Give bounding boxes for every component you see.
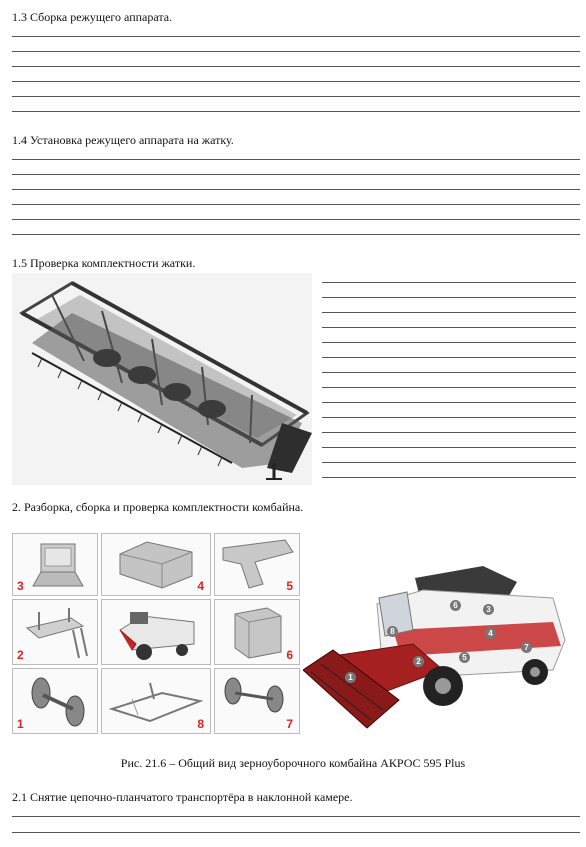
- part-panel-rear-axle: [214, 668, 300, 734]
- header-image: [12, 273, 312, 485]
- hopper-illustration: [102, 534, 210, 595]
- panel-number: 6: [286, 648, 293, 662]
- panel-number: 5: [286, 579, 293, 593]
- section-heading-2: 2. Разборка, сборка и проверка комплектности комбайна.: [12, 500, 304, 514]
- part-panel-platform: [12, 599, 98, 665]
- part-panel-frame: [214, 533, 300, 596]
- answer-line: [322, 357, 576, 358]
- combine-callout: 3: [483, 604, 494, 615]
- answer-line: [12, 189, 580, 190]
- combine-callout: 2: [413, 656, 424, 667]
- combine-callout: 6: [450, 600, 461, 611]
- answer-line: [322, 402, 576, 403]
- combine-callout: 1: [345, 672, 356, 683]
- panel-number: 3: [17, 579, 24, 593]
- answer-line: [12, 219, 580, 220]
- answer-line: [12, 234, 580, 235]
- part-panel-chassis: [101, 668, 211, 734]
- answer-line: [322, 342, 576, 343]
- small-combine-illustration: [102, 600, 210, 664]
- panel-number: 2: [17, 648, 24, 662]
- panel-number: 8: [197, 717, 204, 731]
- answer-line: [322, 372, 576, 373]
- panel-number: 4: [197, 579, 204, 593]
- combine-illustration: [303, 560, 581, 740]
- answer-line: [322, 312, 576, 313]
- combine-callout: 7: [521, 642, 532, 653]
- panel-number: 7: [286, 717, 293, 731]
- section-heading-1-3: 1.3 Сборка режущего аппарата.: [12, 10, 173, 24]
- part-panel-cab: [12, 533, 98, 596]
- section-heading-1-5: 1.5 Проверка комплектности жатки.: [12, 256, 196, 270]
- answer-line: [12, 816, 580, 817]
- answer-line: [322, 387, 576, 388]
- part-panel-thresher: [214, 599, 300, 665]
- answer-line: [322, 297, 576, 298]
- combine-callout: 5: [459, 652, 470, 663]
- figure-caption: Рис. 21.6 – Общий вид зерноуборочного комбайна АКРОС 595 Plus: [120, 756, 466, 770]
- combine-callout: 4: [485, 628, 496, 639]
- section-heading-1-4: 1.4 Установка режущего аппарата на жатку.: [12, 133, 234, 147]
- combine-illustration-container: [303, 560, 581, 740]
- answer-line: [12, 204, 580, 205]
- answer-line: [12, 159, 580, 160]
- answer-line: [322, 447, 576, 448]
- section-heading-2-1: 2.1 Снятие цепочно-планчатого транспортёра в наклонной камере.: [12, 790, 353, 804]
- chassis-illustration: [102, 669, 210, 733]
- answer-line: [322, 327, 576, 328]
- answer-line: [322, 462, 576, 463]
- answer-line: [12, 111, 580, 112]
- answer-line: [322, 432, 576, 433]
- answer-line: [12, 832, 580, 833]
- answer-line: [322, 477, 576, 478]
- panel-number: 1: [17, 717, 24, 731]
- front-axle-illustration: [13, 669, 97, 733]
- answer-line: [12, 66, 580, 67]
- answer-line: [12, 51, 580, 52]
- cab-illustration: [13, 534, 97, 595]
- answer-line: [12, 96, 580, 97]
- combine-callout: 8: [387, 626, 398, 637]
- part-panel-front-axle: [12, 668, 98, 734]
- header-illustration: [12, 273, 312, 485]
- part-panel-hopper: [101, 533, 211, 596]
- answer-line: [12, 36, 580, 37]
- answer-line: [322, 417, 576, 418]
- part-panel-combine-small: [101, 599, 211, 665]
- answer-line: [12, 81, 580, 82]
- answer-line: [12, 174, 580, 175]
- answer-line: [322, 282, 576, 283]
- platform-illustration: [13, 600, 97, 664]
